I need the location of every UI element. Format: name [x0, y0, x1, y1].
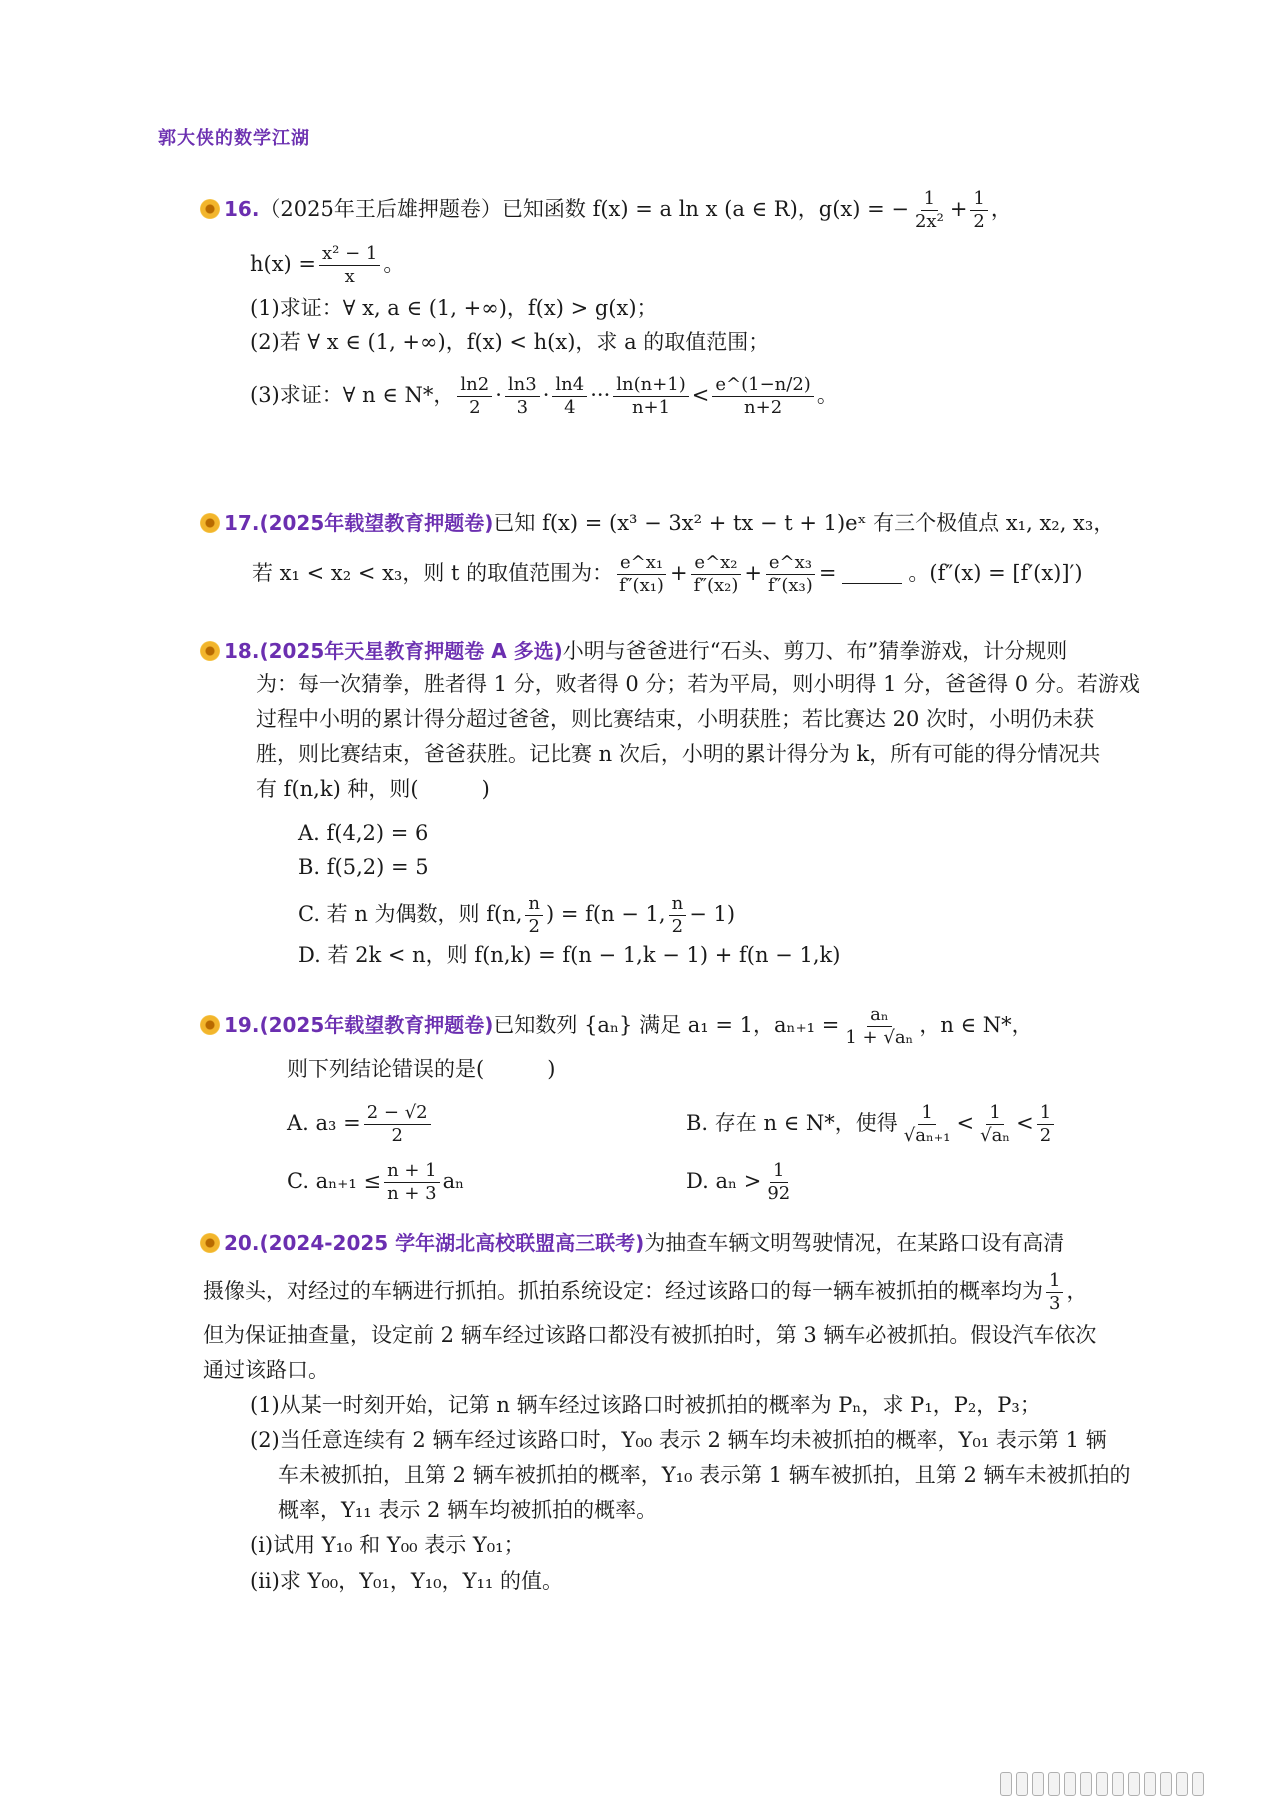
- q20-part2-line1: (2)当任意连续有 2 辆车经过该路口时，Y₀₀ 表示 2 辆车均未被抓拍的概率，Y₀₁ 表示第 1 辆: [250, 1428, 1107, 1452]
- q18-line5: 有 f(n,k) 种，则( ): [256, 777, 490, 801]
- q19-option-b: B. 存在 n ∈ N*，使得 $\frac{1}{\text{√aₙ₊₁}}$ < $\frac{1}{\text{√aₙ}}$ < $\frac{1}{2}$: [686, 1102, 1057, 1147]
- q16-part1: (1)求证：∀ x, a ∈ (1, +∞)，f(x) > g(x)；: [250, 296, 658, 320]
- q19-option-c: C. aₙ₊₁ ≤ $\frac{n + 1}{n + 3}$ aₙ: [287, 1160, 465, 1204]
- q18-number: 18.: [224, 639, 260, 663]
- flower-icon: [200, 1015, 220, 1035]
- q17-number: 17.: [224, 511, 260, 535]
- q16-part2: (2)若 ∀ x ∈ (1, +∞)，f(x) < h(x)，求 a 的取值范围；: [250, 330, 770, 354]
- flower-icon: [200, 199, 220, 219]
- q16-frac2: $\frac{1}{2}$: [970, 188, 987, 233]
- q20-source: (2024-2025 学年湖北高校联盟高三联考): [259, 1231, 645, 1255]
- q20-stem: 20.(2024-2025 学年湖北高校联盟高三联考)为抽查车辆文明驾驶情况，在某路口设有高清: [200, 1228, 1064, 1258]
- q16-number: 16.: [224, 197, 260, 221]
- q18-line4: 胜，则比赛结束，爸爸获胜。记比赛 n 次后，小明的累计得分为 k，所有可能的得分情况共: [256, 742, 1101, 766]
- q18-option-b: B. f(5,2) = 5: [298, 855, 429, 879]
- flower-icon: [200, 513, 220, 533]
- page-header-title: 郭大侠的数学江湖: [158, 128, 310, 149]
- q18-option-c: C. 若 n 为偶数，则 f(n, $\frac{n}{2}$ ) = f(n − 1, $\frac{n}{2}$ − 1): [298, 893, 736, 937]
- q16-stem: 16.（2025年王后雄押题卷）已知函数 f(x) = a ln x (a ∈ R)，g(x) = − $\frac{1}{\text{2x²}}$ + $\frac{1}{2}$ ，: [200, 188, 1012, 233]
- q19-option-d: D. aₙ > $\frac{1}{92}$: [686, 1160, 791, 1204]
- q20-part2-line2: 车未被抓拍，且第 2 辆车被抓拍的概率，Y₁₀ 表示第 1 辆车被抓拍，且第 2 辆车未被抓拍的: [278, 1463, 1131, 1487]
- q20-part1: (1)从某一时刻开始，记第 n 辆车经过该路口时被抓拍的概率为 Pₙ，求 P₁，P₂，P₃；: [250, 1393, 1041, 1417]
- q17-stem: 17.(2025年载望教育押题卷)已知 f(x) = (x³ − 3x² + tx − t + 1)eˣ 有三个极值点 x₁, x₂, x₃，: [200, 508, 1114, 538]
- q19-source: (2025年载望教育押题卷): [259, 1013, 494, 1037]
- q17-source: (2025年载望教育押题卷): [259, 511, 494, 535]
- q20-part-i: (i)试用 Y₁₀ 和 Y₀₀ 表示 Y₀₁；: [250, 1533, 525, 1557]
- q20-number: 20.: [224, 1231, 260, 1255]
- flower-icon: [200, 1233, 220, 1253]
- flower-icon: [200, 641, 220, 661]
- q16-h-frac: $\frac{\text{x² − 1}}{x}$: [319, 243, 380, 288]
- q16-h-definition: h(x) = $\frac{\text{x² − 1}}{x}$ 。: [250, 243, 405, 287]
- q16-source: （2025年王后雄押题卷）: [259, 197, 502, 221]
- q19-option-a: A. a₃ = $\frac{2 - √2}{2}$: [287, 1102, 434, 1147]
- q17-line2: 若 x₁ < x₂ < x₃，则 t 的取值范围为： $\frac{\text{e\textasciicircum{}x₁}}{\text{f″(x₁)}}$ + $\frac{\text{e\textasciicircum{}x₂}}{\text{f″(x₂)}}$ + $\frac{\text{e\textasciicircum{}x₃}}{\text{f″(x₃)}}$ = 。(f″(x) = [f′(x)]′): [252, 552, 1083, 596]
- q20-line4: 通过该路口。: [203, 1358, 329, 1382]
- page-edge-decoration: [1000, 1772, 1240, 1794]
- q18-line3: 过程中小明的累计得分超过爸爸，则比赛结束，小明获胜；若比赛达 20 次时，小明仍未获: [256, 707, 1095, 731]
- q20-line3: 但为保证抽查量，设定前 2 辆车经过该路口都没有被抓拍时，第 3 辆车必被抓拍。假设汽车依次: [203, 1323, 1097, 1347]
- q16-part3: (3)求证：∀ n ∈ N*， $\frac{\ln 2}{2}$ · $\frac{\ln 3}{3}$ · $\frac{\ln 4}{4}$ ··· $\frac{\ln(n+1)}{n+1}$ < $\frac{e\^{}(1-n/2)}{n+2}$ 。: [250, 374, 838, 418]
- q18-source: (2025年天星教育押题卷 A 多选): [259, 639, 563, 663]
- answer-blank: [842, 583, 902, 584]
- q19-stem: 19.(2025年载望教育押题卷)已知数列 {aₙ} 满足 a₁ = 1，aₙ₊₁ = $\frac{\text{aₙ}}{\text{1 + √aₙ}}$ ，n ∈ N*，: [200, 1004, 1033, 1049]
- q20-part-ii: (ii)求 Y₀₀，Y₀₁，Y₁₀，Y₁₁ 的值。: [250, 1569, 563, 1593]
- q18-option-a: A. f(4,2) = 6: [298, 821, 429, 845]
- q18-line2: 为：每一次猜拳，胜者得 1 分，败者得 0 分；若为平局，则小明得 1 分，爸爸得 0 分。若游戏: [256, 672, 1140, 696]
- q16-stem-text: 已知函数 f(x) = a ln x (a ∈ R)，g(x) = −: [501, 197, 909, 221]
- q18-stem: 18.(2025年天星教育押题卷 A 多选)小明与爸爸进行“石头、剪刀、布”猜拳游戏，计分规则: [200, 636, 1067, 666]
- q20-line2: 摄像头，对经过的车辆进行抓拍。抓拍系统设定：经过该路口的每一辆车被抓拍的概率均为 $\frac{1}{3}$ ，: [203, 1270, 1088, 1314]
- q16-frac1: $\frac{1}{\text{2x²}}$: [914, 188, 944, 232]
- q20-part2-line3: 概率，Y₁₁ 表示 2 辆车均被抓拍的概率。: [278, 1498, 658, 1522]
- q19-number: 19.: [224, 1013, 260, 1037]
- q19-line2: 则下列结论错误的是( ): [287, 1057, 556, 1081]
- q18-option-d: D. 若 2k < n，则 f(n,k) = f(n − 1,k − 1) + f(n − 1,k): [298, 943, 841, 967]
